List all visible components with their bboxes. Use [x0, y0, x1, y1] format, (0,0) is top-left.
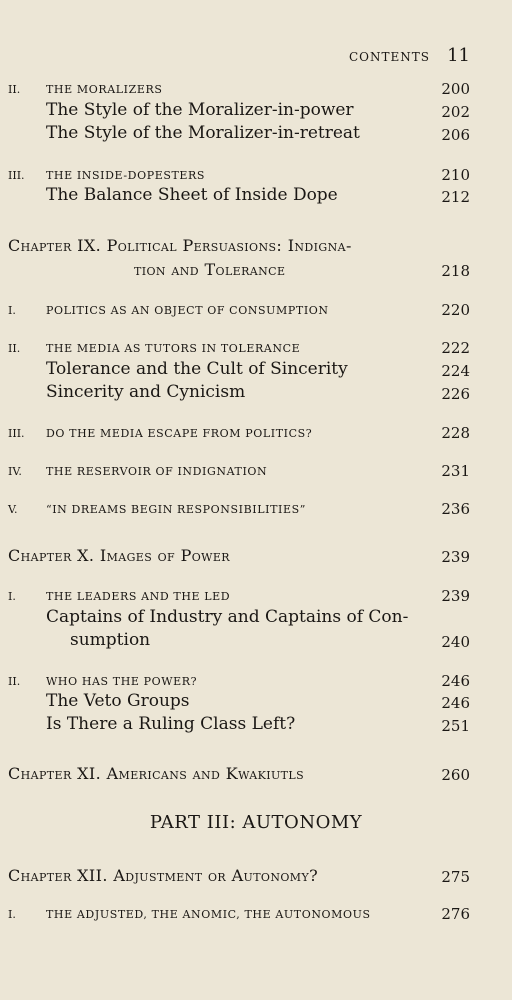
page-number: 224	[441, 362, 470, 380]
section-title: THE MORALIZERS	[46, 83, 163, 96]
section-number: II.	[8, 675, 21, 688]
toc-entry	[0, 184, 512, 210]
part-title: PART III: AUTONOMY	[149, 812, 363, 833]
page-number: 220	[441, 301, 470, 319]
subsection-title: Sincerity and Cynicism	[46, 382, 246, 402]
page-number: 239	[441, 587, 470, 605]
section-number: I.	[8, 908, 16, 921]
toc-entry	[0, 812, 512, 838]
toc-entry	[0, 496, 512, 522]
page-number: 202	[441, 103, 470, 121]
subsection-title-continued: sumption	[70, 630, 151, 650]
section-title: THE ADJUSTED, THE ANOMIC, THE AUTONOMOUS	[46, 908, 371, 921]
page-number: 218	[441, 262, 470, 280]
page-number: 246	[441, 672, 470, 690]
page-number: 231	[441, 462, 470, 480]
page-number: 276	[441, 905, 470, 923]
page-number: 200	[441, 80, 470, 98]
page-number: 206	[441, 126, 470, 144]
section-title: “IN DREAMS BEGIN RESPONSIBILITIES”	[46, 503, 306, 516]
page-number: 236	[441, 500, 470, 518]
page-number: 251	[441, 717, 470, 735]
page-number: 239	[441, 548, 470, 566]
chapter-title-continued: tion and Tolerance	[134, 260, 286, 279]
toc-entry	[0, 901, 512, 927]
subsection-title: Captains of Industry and Captains of Con-	[46, 607, 409, 627]
page-number: 212	[441, 188, 470, 206]
header-page-number: 11	[447, 45, 470, 66]
subsection-title: The Veto Groups	[46, 691, 190, 711]
subsection-title: Tolerance and the Cult of Sincerity	[46, 359, 348, 379]
toc-entry	[0, 381, 512, 407]
page-number: 228	[441, 424, 470, 442]
header-label: CONTENTS	[348, 50, 430, 64]
section-number: IV.	[8, 465, 22, 478]
page-number: 275	[441, 868, 470, 886]
chapter-title: Chapter XII. Adjustment or Autonomy?	[8, 866, 319, 885]
toc-entry	[0, 122, 512, 148]
subsection-title: The Style of the Moralizer-in-power	[46, 100, 354, 120]
running-header	[0, 44, 512, 70]
section-number: V.	[8, 503, 18, 516]
chapter-title: Chapter X. Images of Power	[8, 546, 230, 565]
section-number: I.	[8, 304, 16, 317]
page-number: 226	[441, 385, 470, 403]
page-number: 210	[441, 166, 470, 184]
subsection-title: The Balance Sheet of Inside Dope	[46, 185, 338, 205]
chapter-title: Chapter IX. Political Persuasions: Indigna-	[8, 236, 352, 255]
subsection-title: Is There a Ruling Class Left?	[46, 714, 296, 734]
section-number: II.	[8, 342, 21, 355]
section-number: III.	[8, 169, 25, 182]
page-number: 240	[441, 633, 470, 651]
section-title: THE RESERVOIR OF INDIGNATION	[46, 465, 268, 478]
section-title: THE INSIDE-DOPESTERS	[46, 169, 206, 182]
toc-entry	[0, 420, 512, 446]
toc-entry	[0, 629, 512, 655]
section-title: DO THE MEDIA ESCAPE FROM POLITICS?	[46, 427, 313, 440]
toc-entry	[0, 458, 512, 484]
chapter-title: Chapter XI. Americans and Kwakiutls	[8, 764, 305, 783]
page-number: 246	[441, 694, 470, 712]
section-number: II.	[8, 83, 21, 96]
toc-entry	[0, 864, 512, 890]
section-title: POLITICS AS AN OBJECT OF CONSUMPTION	[46, 304, 329, 317]
page-number: 260	[441, 766, 470, 784]
toc-entry	[0, 762, 512, 788]
toc-entry	[0, 544, 512, 570]
toc-entry	[0, 713, 512, 739]
page-number: 222	[441, 339, 470, 357]
toc-entry	[0, 297, 512, 323]
subsection-title: The Style of the Moralizer-in-retreat	[46, 123, 360, 143]
toc-entry	[0, 258, 512, 284]
section-title: THE MEDIA AS TUTORS IN TOLERANCE	[46, 342, 301, 355]
section-number: III.	[8, 427, 25, 440]
toc-entry	[0, 234, 512, 260]
section-title: THE LEADERS AND THE LED	[46, 590, 231, 603]
section-title: WHO HAS THE POWER?	[46, 675, 198, 688]
section-number: I.	[8, 590, 16, 603]
